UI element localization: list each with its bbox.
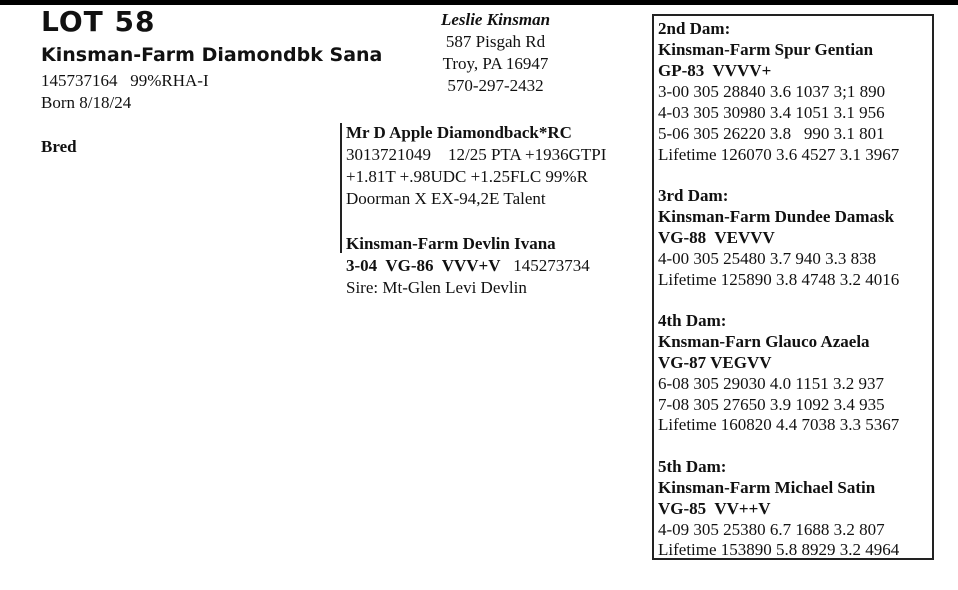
dam-3-label: 3rd Dam: [658, 186, 729, 205]
dam-3-classification: VG-88 VEVVV [658, 228, 775, 247]
dam-4-lifetime: Lifetime 160820 4.4 7038 3.3 5367 [658, 415, 900, 434]
sire-name: Mr D Apple Diamondback*RC [346, 123, 572, 142]
dam-5-label: 5th Dam: [658, 457, 727, 476]
dam-5-lifetime: Lifetime 153890 5.8 8929 3.2 4964 [658, 540, 900, 559]
animal-registration: 145737164 99%RHA-I [41, 71, 209, 90]
consignor-name: Leslie Kinsman [440, 10, 551, 29]
lot-number: LOT 58 [41, 5, 156, 38]
dam-2-name: Kinsman-Farm Spur Gentian [658, 40, 874, 59]
consignor-phone: 570-297-2432 [447, 76, 544, 95]
pedigree-bracket [340, 123, 342, 253]
sire-line-1: 3013721049 12/25 PTA +1936GTPI [346, 145, 607, 164]
dam-2-classification: GP-83 VVVV+ [658, 61, 772, 80]
animal-born: Born 8/18/24 [41, 93, 132, 112]
dam-2-record: 4-03 305 30980 3.4 1051 3.1 956 [658, 103, 885, 122]
dam-3-lifetime: Lifetime 125890 3.8 4748 3.2 4016 [658, 270, 900, 289]
animal-name: Kinsman-Farm Diamondbk Sana [41, 44, 383, 66]
dam-4-record: 7-08 305 27650 3.9 1092 3.4 935 [658, 395, 885, 414]
sire-line-3: Doorman X EX-94,2E Talent [346, 189, 546, 208]
dam-2-label: 2nd Dam: [658, 19, 731, 38]
dam-3-name: Kinsman-Farm Dundee Damask [658, 207, 895, 226]
consignor-street: 587 Pisgah Rd [445, 32, 546, 51]
dam-4-label: 4th Dam: [658, 311, 727, 330]
dam-classification: 3-04 VG-86 VVV+V [346, 256, 501, 275]
dam-registration: 145273734 [513, 256, 590, 275]
dam-2-record: 5-06 305 26220 3.8 990 3.1 801 [658, 124, 885, 143]
dam-5-record: 4-09 305 25380 6.7 1688 3.2 807 [658, 520, 885, 539]
dam-5-classification: VG-85 VV++V [658, 499, 771, 518]
dam-3-record: 4-00 305 25480 3.7 940 3.3 838 [658, 249, 877, 268]
dam-4-classification: VG-87 VEGVV [658, 353, 772, 372]
dam-4-record: 6-08 305 29030 4.0 1151 3.2 937 [658, 374, 885, 393]
animal-status: Bred [41, 137, 77, 156]
sire-line-2: +1.81T +.98UDC +1.25FLC 99%R [346, 167, 588, 186]
dam-2-record: 3-00 305 28840 3.6 1037 3;1 890 [658, 82, 886, 101]
dam-2-lifetime: Lifetime 126070 3.6 4527 3.1 3967 [658, 145, 900, 164]
dam-4-name: Knsman-Farn Glauco Azaela [658, 332, 870, 351]
dam-classification-line [346, 255, 590, 277]
consignor-block [398, 9, 593, 97]
dam-5-name: Kinsman-Farm Michael Satin [658, 478, 876, 497]
consignor-city: Troy, PA 16947 [442, 54, 549, 73]
dam-name: Kinsman-Farm Devlin Ivana [346, 234, 556, 253]
dam-sire: Sire: Mt-Glen Levi Devlin [346, 278, 527, 297]
